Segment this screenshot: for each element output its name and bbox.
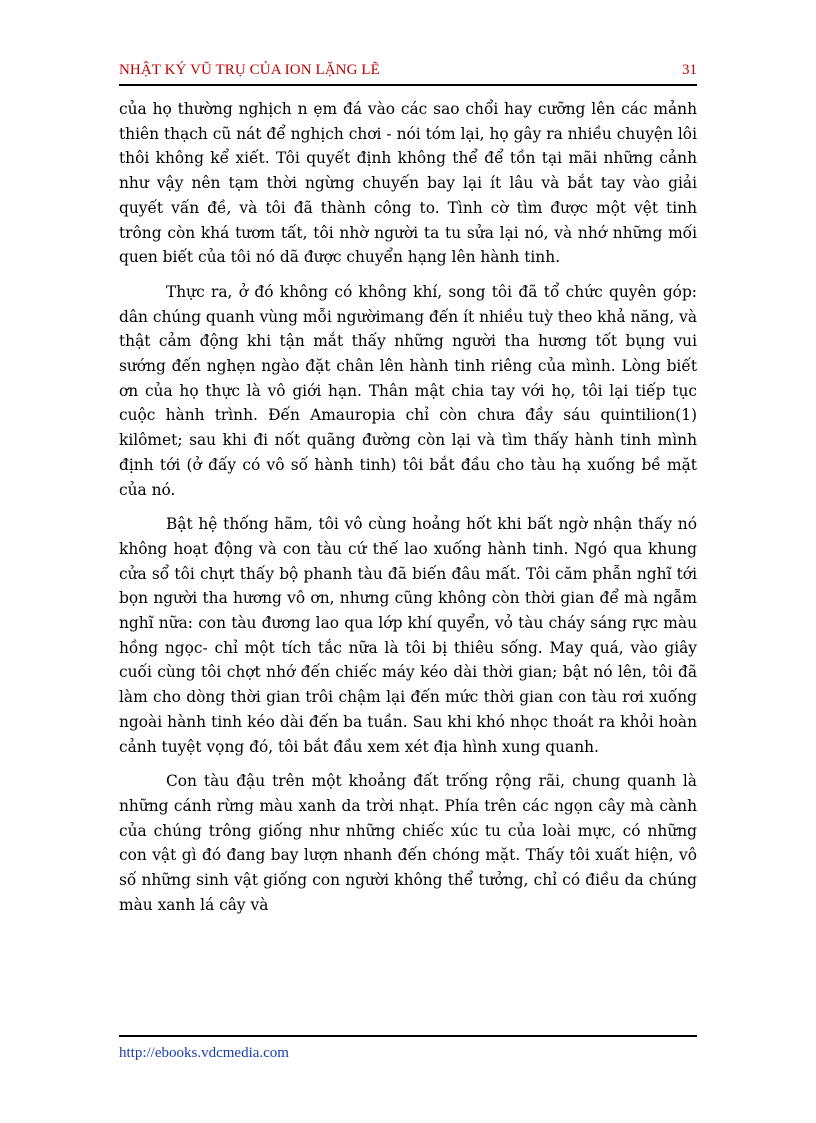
paragraph: của họ thường nghịch n ẹm đá vào các sao chổi hay cưỡng lên các mảnh thiên thạch cũ nát để nghịch chơi - nói tóm lại, họ gây ra nhiều chuyện lôi thôi không kể xiết. Tôi quyết định không thể để tồn tại mãi những cảnh như vậy nên tạm thời ngừng chuyến bay lại ít lâu và bắt tay vào giải quyết vấn đề, và tôi đã thành công to. Tình cờ tìm được một vệt tinh trông còn khá tươm tất, tôi nhờ người ta tu sửa lại nó, và nhớ những mối quen biết của tôi nó dã được chuyển hạng lên hành tinh.: [119, 100, 697, 267]
page-number: 31: [682, 62, 697, 78]
page-body: [119, 97, 697, 928]
source-link[interactable]: http://ebooks.vdcmedia.com: [119, 1045, 289, 1061]
book-title: NHẬT KÝ VŨ TRỤ CỦA ION LẶNG LẼ: [119, 62, 380, 78]
paragraph: Con tàu đậu trên một khoảng đất trống rộng rãi, chung quanh là những cánh rừng màu xanh da trời nhạt. Phía trên các ngọn cây mà cành của chúng trông giống như những chiếc xúc tu của loài mực, có những con vật gì đó đang bay lượn nhanh đến chóng mặt. Thấy tôi xuất hiện, vô số những sinh vật giống con người không thể tưởng, chỉ có điều da chúng màu xanh lá cây và: [119, 772, 697, 914]
paragraph: Bật hệ thống hãm, tôi vô cùng hoảng hốt khi bất ngờ nhận thấy nó không hoạt động và con tàu cứ thế lao xuống hành tinh. Ngó qua khung cửa sổ tôi chựt thấy bộ phanh tàu đã biến đâu mất. Tôi căm phẫn nghĩ tới bọn người tha hương vô ơn, nhưng cũng không còn thời gian để mà ngẫm nghĩ nữa: con tàu đương lao qua lớp khí quyển, vỏ tàu cháy sáng rực màu hồng ngọc- chỉ một tích tắc nữa là tôi bị thiêu sống. May quá, vào giây cuối cùng tôi chợt nhớ đến chiếc máy kéo dài thời gian; bật nó lên, tôi đã làm cho dòng thời gian trôi chậm lại đến mức thời gian con tàu rơi xuống ngoài hành tinh kéo dài đến ba tuần. Sau khi khó nhọc thoát ra khỏi hoàn cảnh tuyệt vọng đó, tôi bắt đầu xem xét địa hình xung quanh.: [119, 515, 697, 756]
paragraph: Thực ra, ở đó không có không khí, song tôi đã tổ chức quyên góp: dân chúng quanh vùng mỗi ngườimang đến ít nhiều tuỳ theo khả năng, và thật cảm động khi tận mắt thấy những người tha hương tốt bụng vui sướng đến nghẹn ngào đặt chân lên hành tinh riêng của mình. Lòng biết ơn của họ thực là vô giới hạn. Thân mật chia tay với họ, tôi lại tiếp tục cuộc hành trình. Đến Amauropia chỉ còn chưa đầy sáu quintilion(1) kilômet; sau khi đi nốt quãng đường còn lại và tìm thấy hành tinh mình định tới (ở đấy có vô số hành tinh) tôi bắt đầu cho tàu hạ xuống bề mặt của nó.: [119, 282, 697, 499]
page-footer: [119, 1035, 697, 1061]
page-header: [119, 62, 697, 86]
